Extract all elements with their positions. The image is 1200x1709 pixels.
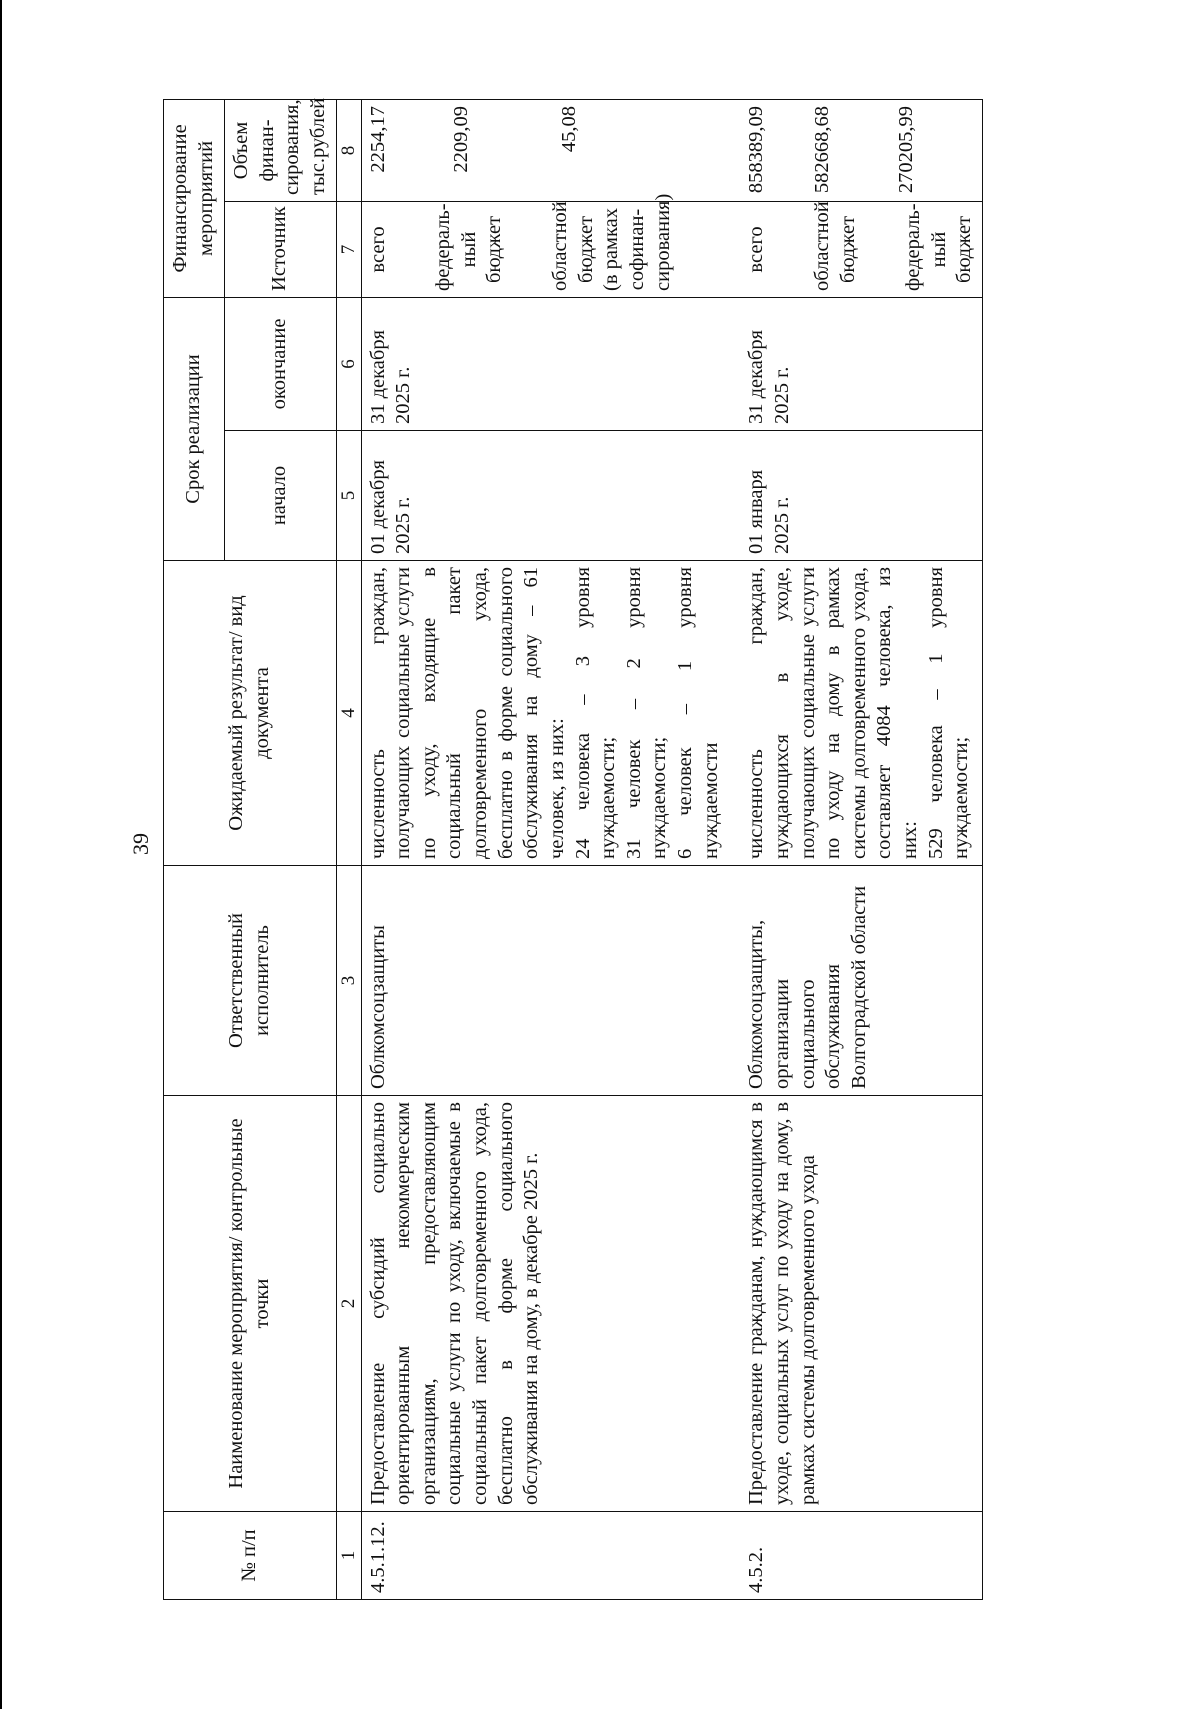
program-activities-table: [163, 99, 983, 1600]
source-item: всего: [745, 226, 768, 273]
source-item: федераль-ный бюджет: [432, 203, 506, 291]
row-number: 4.5.2.: [728, 1512, 982, 1600]
header-volume: Объем финан-сирования, тыс.рублей: [225, 99, 337, 201]
column-number: 7: [336, 201, 361, 297]
volume-item: 582668,68: [810, 105, 833, 194]
volume-item: 2254,17: [366, 105, 389, 173]
row-number: 4.5.1.12.: [361, 1512, 728, 1600]
end-date: 31 декабря 2025 г.: [728, 297, 982, 430]
column-number: 1: [336, 1512, 361, 1600]
responsible-executor: Облкомсоцзащиты: [361, 866, 728, 1096]
end-date: 31 декабря 2025 г.: [361, 297, 728, 430]
activity-name: Предоставление субсидий социально ориентированным некоммерческим организациям, предоставляющим социальные услуги по уходу, включаемые в социальный пакет долговременного ухода, бесплатно в форме социального обслуживания на дому, в декабре 2025 г.: [361, 1096, 728, 1512]
header-num: № п/п: [164, 1512, 337, 1600]
source-item: федераль-ный бюджет: [902, 203, 976, 291]
responsible-executor: Облкомсоцзащиты, организации социального обслуживания Волгоградской области: [728, 866, 982, 1096]
start-date: 01 января 2025 г.: [728, 431, 982, 561]
source-item: областной бюджет (в рамках софинан-сирования): [549, 193, 674, 291]
rotated-table-sheet: [163, 97, 1200, 1600]
start-date: 01 декабря 2025 г.: [361, 431, 728, 561]
header-period: Срок реализации: [164, 297, 225, 560]
header-financing: Финансирование мероприятий: [164, 99, 225, 297]
column-number: 6: [336, 297, 361, 430]
header-source: Источник: [225, 201, 337, 297]
scan-edge: [0, 0, 2, 1709]
result-line: 31 человек – 2 уровня нуждаемости;: [622, 567, 671, 859]
result-line: 6 человек – 1 уровня нуждаемости: [674, 567, 722, 859]
source-item: областной бюджет: [810, 201, 859, 291]
financing-volume: [361, 99, 728, 201]
column-number: 3: [336, 866, 361, 1096]
expected-result-text: численность граждан, получающих социальные услуги по уходу, входящие в социальный пакет долговременного ухода, бесплатно в форме социального обслуживания на дому – 61 человек, из них:: [366, 567, 568, 859]
column-number: 8: [336, 99, 361, 201]
header-executor: Ответственный исполнитель: [164, 866, 337, 1096]
expected-result: [728, 561, 982, 866]
result-line: 529 человека – 1 уровня нуждаемости;: [924, 567, 973, 859]
header-start: начало: [225, 431, 337, 561]
page-number: 39: [128, 833, 153, 855]
volume-item: 270205,99: [894, 105, 917, 194]
volume-item: 858389,09: [745, 105, 768, 194]
volume-item: 2209,09: [450, 105, 473, 173]
table-row: [728, 99, 982, 1599]
header-end: окончание: [225, 297, 337, 430]
financing-source: [361, 193, 728, 297]
column-number: 4: [336, 561, 361, 866]
expected-result-text: численность граждан, нуждающихся в уходе, получающих социальные услуги по уходу на дому в рамках системы долговременного ухода, составляет 4084 человека, из них:: [745, 567, 921, 859]
activity-name: Предоставление гражданам, нуждающимся в уходе, социальных услуг по уходу на дому, в рамках системы долговременного ухода: [728, 1096, 982, 1512]
column-number: 2: [336, 1096, 361, 1512]
result-line: 24 человека – 3 уровня нуждаемости;: [571, 567, 620, 859]
financing-source: [728, 201, 982, 297]
financing-volume: [728, 99, 982, 201]
column-number: 5: [336, 431, 361, 561]
source-item: всего: [366, 226, 389, 273]
expected-result: [361, 561, 728, 866]
header-result: Ожидаемый результат/ вид документа: [164, 561, 337, 866]
header-name: Наименование мероприятия/ контрольные точки: [164, 1096, 337, 1512]
table-row: [361, 99, 728, 1599]
volume-item: 45,08: [557, 105, 580, 153]
